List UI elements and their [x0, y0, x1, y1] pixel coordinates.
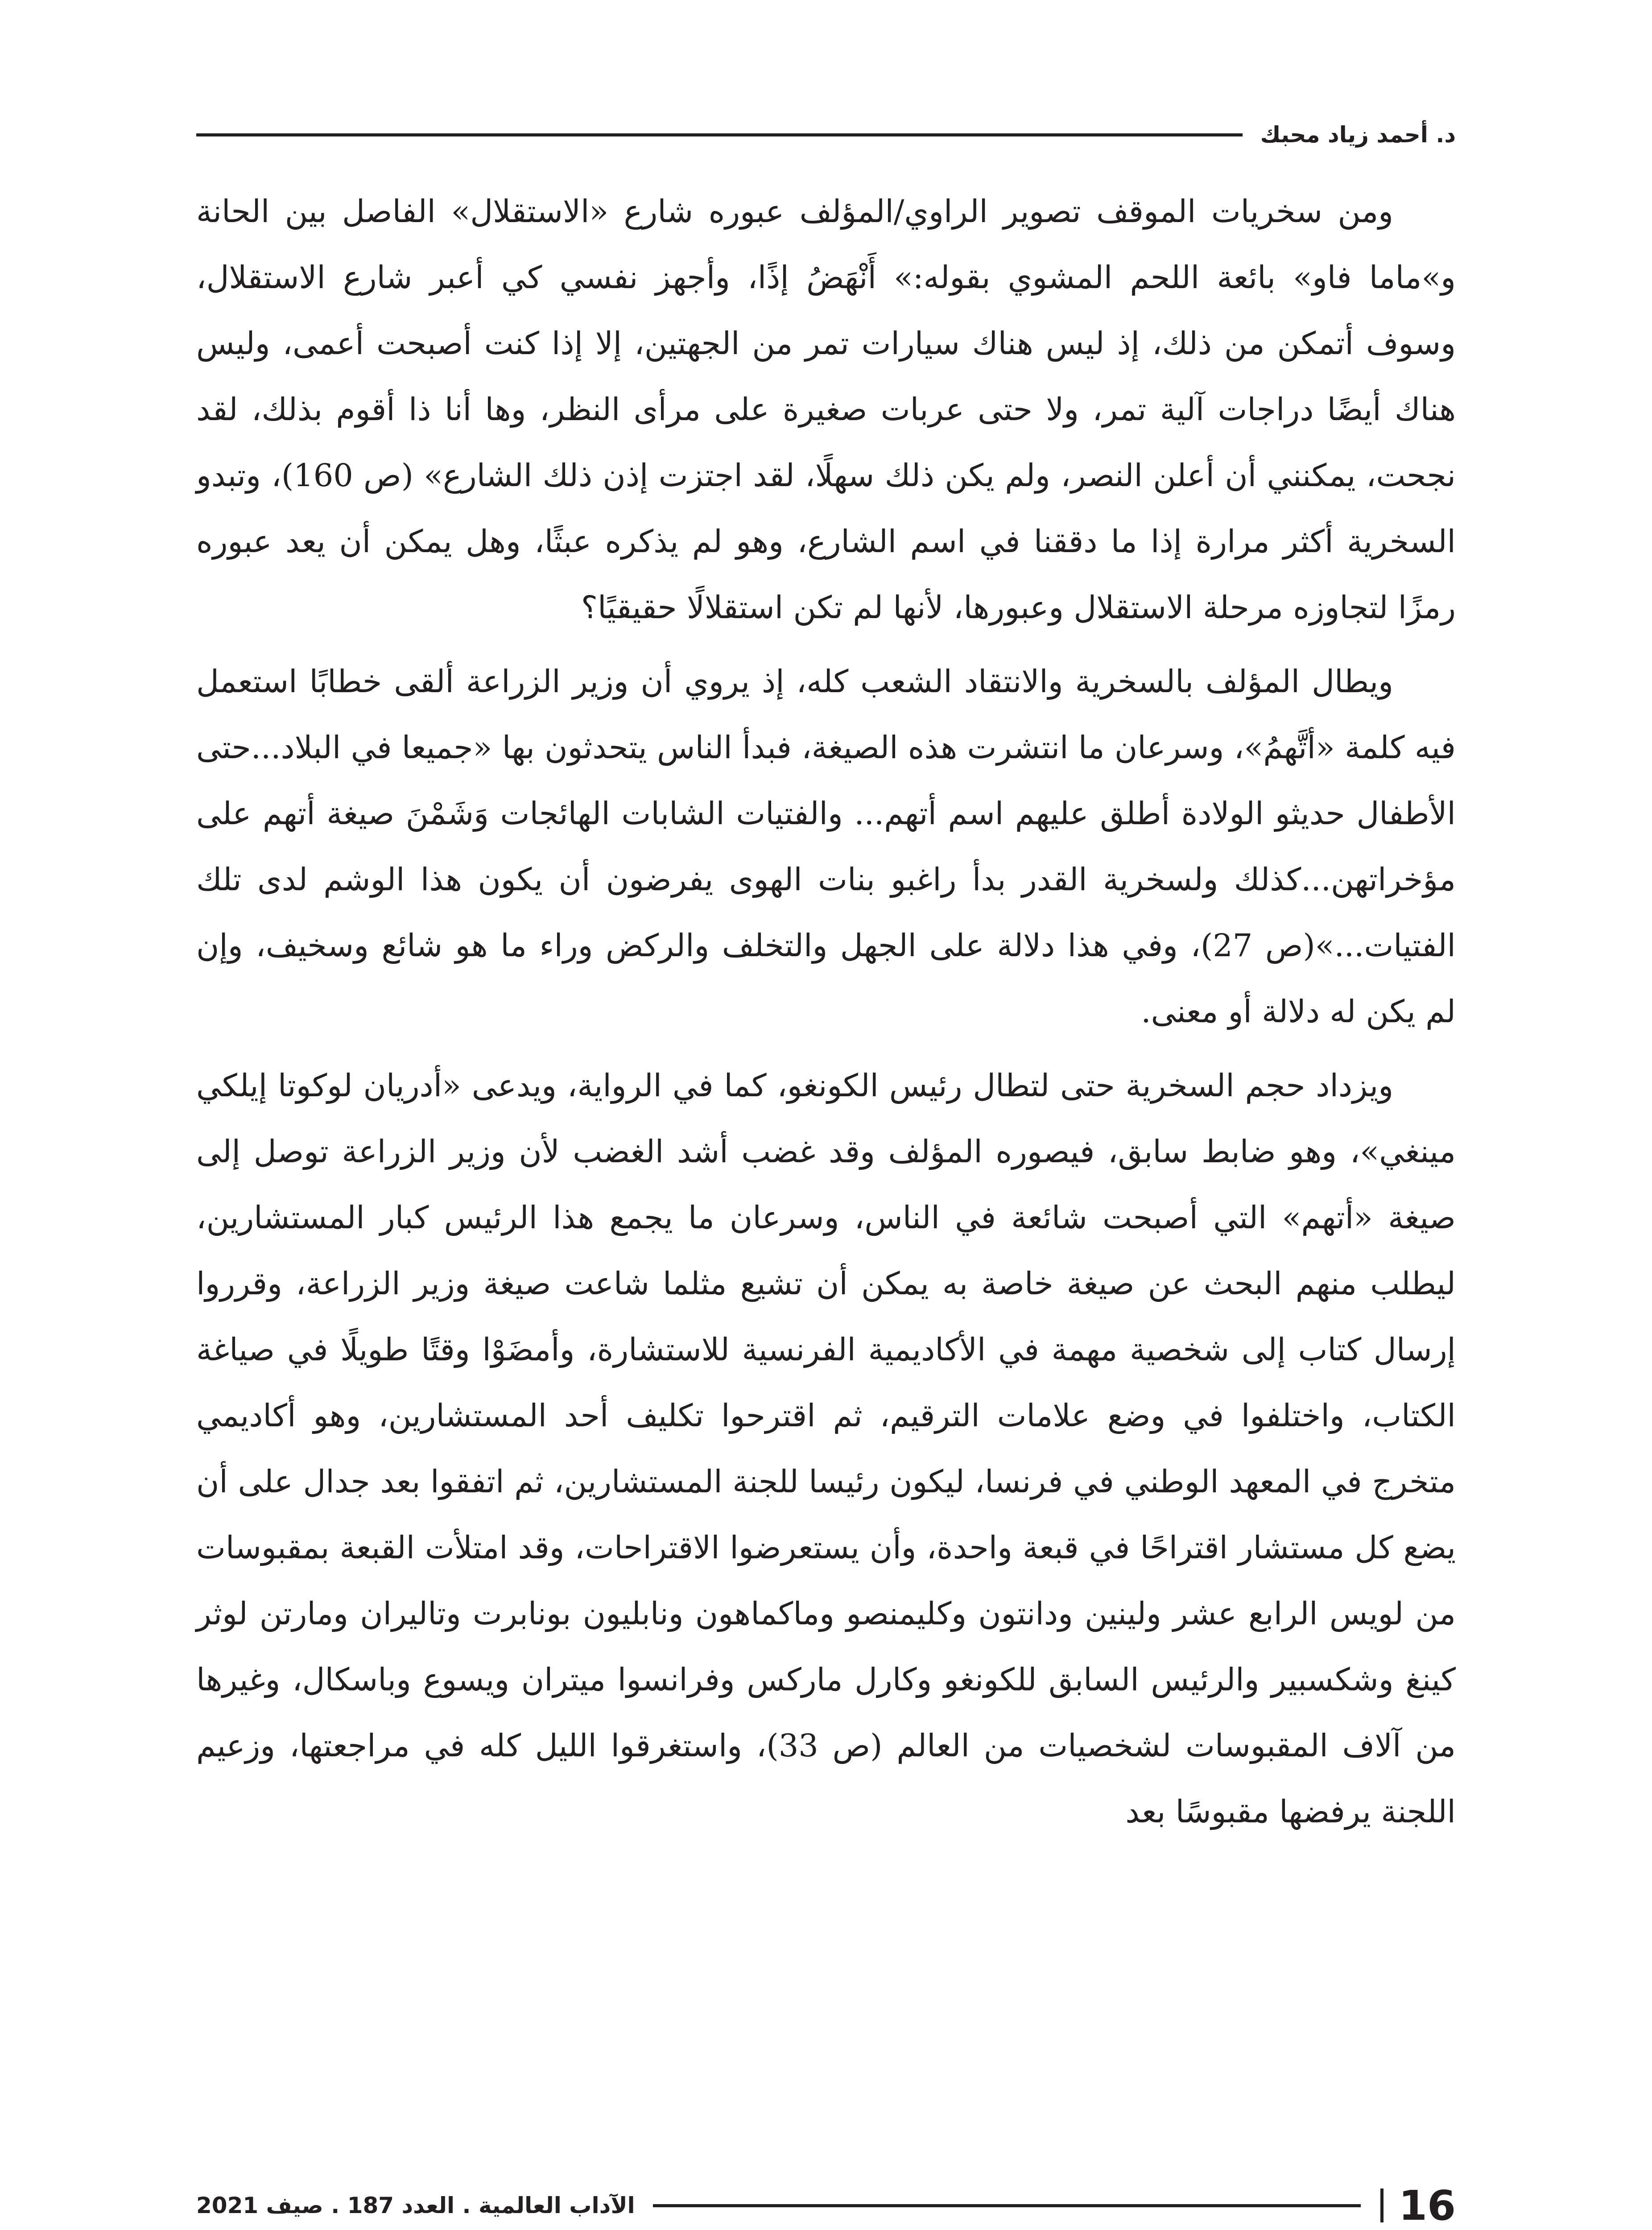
paragraph: ويطال المؤلف بالسخرية والانتقاد الشعب كله، إذ يروي أن وزير الزراعة ألقى خطابًا استعمل فيه كلمة «أتَّهمُ»، وسرعان ما انتشرت هذه الصيغة، فبدأ الناس يتحدثون بها «جميعا في البلاد...حتى الأطفال حديثو الولادة أطلق عليهم اسم أتهم... والفتيات الشابات الهائجات وَشَمْنَ صيغة أتهم على مؤخراتهن...كذلك ولسخرية القدر بدأ راغبو بنات الهوى يفرضون أن يكون هذا الوشم لدى تلك الفتيات...»(ص 27)، وفي هذا دلالة على الجهل والتخلف والركض وراء ما هو شائع وسخيف، وإن لم يكن له دلالة أو معنى.	[196, 663, 1456, 1030]
article-body	[196, 178, 1456, 1853]
journal-issue: الآداب العالمية . العدد 187 . صيف 2021	[196, 2193, 635, 2218]
footer-rule	[653, 2204, 1361, 2207]
header-rule	[196, 133, 1243, 136]
running-header	[196, 117, 1456, 153]
author-name: د. أحمد زياد محبك	[1260, 122, 1456, 148]
page-number: 16	[1398, 2181, 1456, 2230]
paragraph: ويزداد حجم السخرية حتى لتطال رئيس الكونغو، كما في الرواية، ويدعى «أدريان لوكوتا إيلكي مينغي»، وهو ضابط سابق، فيصوره المؤلف وقد غضب أشد الغضب لأن وزير الزراعة توصل إلى صيغة «أتهم» التي أصبحت شائعة في الناس، وسرعان ما يجمع هذا الرئيس كبار المستشارين، ليطلب منهم البحث عن صيغة خاصة به يمكن أن تشيع مثلما شاعت صيغة وزير الزراعة، وقرروا إرسال كتاب إلى شخصية مهمة في الأكاديمية الفرنسية للاستشارة، وأمضَوْا وقتًا طويلًا في صياغة الكتاب، واختلفوا في وضع علامات الترقيم، ثم اقترحوا تكليف أحد المستشارين، وهو أكاديمي متخرج في المعهد الوطني في فرنسا، ليكون رئيسا للجنة المستشارين، ثم اتفقوا بعد جدال على أن يضع كل مستشار اقتراحًا في قبعة واحدة، وأن يستعرضوا الاقتراحات، وقد امتلأت القبعة بمقبوسات من لويس الرابع عشر ولينين ودانتون وكليمنصو وماكماهون ونابليون بونابرت وتاليران ومارتن لوثر كينغ وشكسبير والرئيس السابق للكونغو وكارل ماركس وفرانسوا ميتران ويسوع وباسكال، وغيرها من آلاف المقبوسات لشخصيات من العالم (ص 33)، واستغرقوا الليل كله في مراجعتها، وزعيم اللجنة يرفضها مقبوسًا بعد	[196, 1067, 1456, 1830]
paragraph: ومن سخريات الموقف تصوير الراوي/المؤلف عبوره شارع «الاستقلال» الفاصل بين الحانة و»ماما فاو» بائعة اللحم المشوي بقوله:» أَنْهَضُ إذًا، وأجهز نفسي كي أعبر شارع الاستقلال، وسوف أتمكن من ذلك، إذ ليس هناك سيارات تمر من الجهتين، إلا إذا كنت أصبحت أعمى، وليس هناك أيضًا دراجات آلية تمر، ولا حتى عربات صغيرة على مرأى النظر، وها أنا ذا أقوم بذلك، لقد نجحت، يمكنني أن أعلن النصر، ولم يكن ذلك سهلًا، لقد اجتزت إذن ذلك الشارع» (ص 160)، وتبدو السخرية أكثر مرارة إذا ما دققنا في اسم الشارع، وهو لم يذكره عبثًا، وهل يمكن أن يعد عبوره رمزًا لتجاوزه مرحلة الاستقلال وعبورها، لأنها لم تكن استقلالًا حقيقيًا؟	[196, 193, 1456, 626]
page-footer	[196, 2181, 1456, 2230]
footer-divider	[1380, 2189, 1384, 2222]
